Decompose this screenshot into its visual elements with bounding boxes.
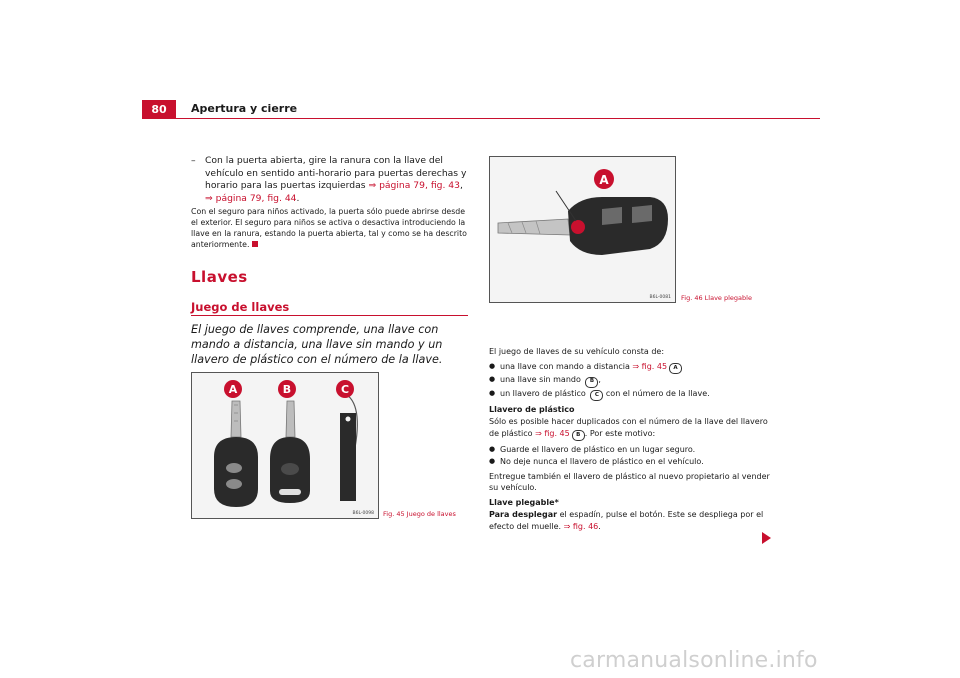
heading-plegable: Llave plegable* — [489, 498, 559, 508]
heading-llavero: Llavero de plástico — [489, 404, 575, 414]
intro-paragraph: El juego de llaves comprende, una llave con mando a distancia, una llave sin mando y un llavero de plástico con el número de la llave. — [191, 323, 443, 366]
bullet-not-in-vehicle: ● No deje nunca el llavero de plástico en el vehículo. — [489, 456, 779, 468]
marker-c-icon: C — [590, 390, 603, 401]
folding-key-illustration — [490, 157, 675, 302]
figure-45-caption: Fig. 45 Juego de llaves — [383, 510, 456, 518]
note-text: Con el seguro para niños activado, la puerta sólo puede abrirse desde el exterior. El seguro para niños se activa o desactiva introduciendo la llave en la ranura, estando la puerta abierta, tal y como se ha descrito anteriormente. — [191, 207, 467, 249]
figure-code: B6L-0081 — [649, 295, 671, 300]
marker-b-icon: B — [572, 430, 585, 441]
header-rule — [142, 118, 820, 119]
marker-a-icon: A — [669, 363, 682, 374]
llavero-text: Sólo es posible hacer duplicados con el número de la llave del llavero de plástico — [489, 416, 768, 438]
page-ref-link-1[interactable]: ⇒ página 79, fig. 43 — [368, 180, 460, 192]
key-set-intro: El juego de llaves de su vehículo consta de: — [489, 347, 665, 356]
child-lock-note — [191, 206, 469, 250]
next-page-arrow-icon[interactable] — [762, 532, 771, 544]
ref-separator: , — [459, 180, 463, 192]
bullet-plastic-tag — [489, 388, 779, 401]
plegable-text: el espadín, pulse el botón. Este se despliega por el efecto del muelle. — [489, 509, 764, 531]
bullet-text: una llave con mando a distancia — [500, 361, 633, 371]
bullet-end: con el número de la llave. — [603, 388, 710, 398]
watermark: carmanualsonline.info — [570, 648, 818, 673]
heading-llaves: Llaves — [191, 268, 248, 286]
section-title: Apertura y cierre — [191, 102, 298, 115]
step-text: Con la puerta abierta, gire la ranura con la llave del vehículo en sentido anti-horario para puertas derechas y horario para las puertas izquierdas — [205, 155, 467, 192]
page-number: 80 — [142, 100, 176, 118]
label-a: A — [599, 173, 609, 187]
right-column — [489, 346, 779, 533]
plegable-bold: Para desplegar — [489, 509, 558, 519]
end-mark-icon — [252, 241, 258, 247]
heading-rule — [191, 315, 468, 316]
bullet-text: un llavero de plástico — [500, 388, 589, 398]
key-set-illustration — [192, 373, 378, 518]
fig-ref-link[interactable]: ⇒ fig. 45 — [632, 361, 668, 371]
figure-46-folding-key — [489, 156, 676, 303]
plegable-paragraph — [489, 509, 779, 533]
llavero-paragraph — [489, 416, 779, 441]
instruction-step — [191, 155, 471, 205]
bullet-text: una llave sin mando — [500, 375, 584, 385]
hand-over-paragraph: Entregue también el llavero de plástico al nuevo propietario al vender su vehículo. — [489, 471, 770, 493]
label-b: B — [282, 383, 292, 396]
page-ref-link-2[interactable]: ⇒ página 79, fig. 44 — [205, 192, 297, 204]
fig-ref-link[interactable]: ⇒ fig. 45 — [535, 428, 570, 438]
figure-46-caption: Fig. 46 Llave plegable — [681, 294, 752, 302]
dash-marker: – — [191, 155, 196, 166]
step-end: . — [296, 192, 300, 204]
bullet-remote-key — [489, 361, 779, 374]
plegable-end: . — [598, 521, 601, 531]
heading-juego-de-llaves: Juego de llaves — [191, 300, 290, 314]
label-c: C — [340, 383, 350, 396]
figure-code: B6L-0098 — [352, 511, 374, 516]
llavero-text-end: . Por este motivo: — [584, 428, 656, 438]
marker-b-icon: B — [585, 377, 598, 388]
bullet-end: , — [598, 375, 601, 385]
bullet-plain-key — [489, 374, 779, 387]
label-a: A — [228, 383, 238, 396]
figure-45-key-set — [191, 372, 379, 519]
bullet-keep-safe: ● Guarde el llavero de plástico en un lugar seguro. — [489, 444, 779, 456]
fig-ref-link[interactable]: ⇒ fig. 46 — [563, 521, 599, 531]
